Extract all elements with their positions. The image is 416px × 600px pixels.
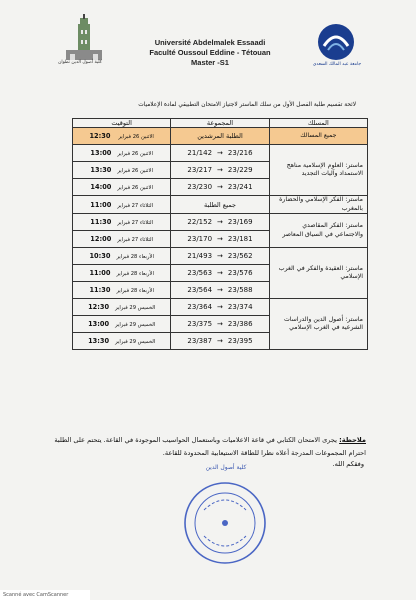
table-body	[73, 128, 368, 350]
hour-text: 11:30	[90, 218, 112, 226]
arrow-icon: →	[217, 149, 223, 157]
day-text: الاثنين 26 فبراير	[117, 185, 153, 191]
hour-text: 13:00	[88, 320, 110, 328]
day-text: الثلاثاء 27 فبراير	[117, 237, 154, 243]
faculty-name: Faculté Oussoul Eddine - Tétouan	[149, 48, 271, 57]
group-cell	[171, 282, 269, 299]
group-cell	[171, 179, 269, 196]
note-paragraph	[48, 434, 366, 460]
hour-text: 12:30	[89, 132, 111, 140]
range-start: 21/493	[187, 252, 213, 260]
hour-text: 12:00	[90, 235, 112, 243]
day-text: الأربعاء 28 فبراير	[116, 288, 154, 294]
arrow-icon: →	[217, 252, 223, 260]
hour-text: 13:30	[90, 166, 112, 174]
day-text: الثلاثاء 27 فبراير	[117, 220, 154, 226]
table-row-mentors	[73, 128, 368, 145]
day-text: الأربعاء 28 فبراير	[116, 254, 154, 260]
group-cell	[171, 299, 269, 316]
table-row	[73, 299, 368, 316]
arrow-icon: →	[217, 183, 223, 191]
range-start: 23/564	[187, 286, 213, 294]
group-cell	[171, 162, 269, 179]
day-text: الأربعاء 28 فبراير	[116, 271, 154, 277]
range-end: 23/229	[227, 166, 253, 174]
stamp-title: كلية أصول الدين	[205, 464, 247, 471]
master-cell: جميع المسالك	[269, 128, 367, 145]
master-cell: ماستر: الفكر المقاصدي والاجتماعي في السياق المعاصر	[269, 214, 367, 248]
arrow-icon: →	[217, 166, 223, 174]
right-logo-caption: جامعة عبد المالك السعدي	[312, 62, 362, 67]
group-cell	[171, 248, 269, 265]
arrow-icon: →	[217, 337, 223, 345]
day-text: الاثنين 26 فبراير	[117, 151, 153, 157]
time-cell	[73, 128, 171, 145]
range-start: 22/152	[187, 218, 213, 226]
table-caption: لائحة تقسيم طلبة الفصل الأول من سلك الماستر لاجتياز الامتحان التطبيقي لمادة الإعلاميات	[138, 102, 356, 108]
time-cell	[73, 214, 171, 231]
time-cell	[73, 179, 171, 196]
arrow-icon: →	[217, 269, 223, 277]
group-cell	[171, 316, 269, 333]
master-cell: ماستر: العلوم الإسلامية مناهج الاستمداد وآليات التجديد	[269, 145, 367, 196]
range-start: 23/375	[187, 320, 213, 328]
time-cell	[73, 248, 171, 265]
range-start: 23/364	[187, 303, 213, 311]
time-cell	[73, 196, 171, 214]
master-cell: ماستر: أصول الدين والدراسات الشرعية في الغرب الإسلامي	[269, 299, 367, 350]
day-text: الخميس 29 فبراير	[115, 305, 156, 311]
left-logo-caption: كلية أصول الدين تطوان	[58, 60, 102, 65]
faculty-minaret-logo	[60, 14, 108, 66]
hour-text: 10:30	[89, 252, 111, 260]
range-end: 23/562	[227, 252, 253, 260]
time-cell	[73, 265, 171, 282]
hour-text: 13:00	[90, 149, 112, 157]
header-master: المسلك	[269, 119, 367, 128]
arrow-icon: →	[217, 286, 223, 294]
arrow-icon: →	[217, 218, 223, 226]
range-end: 23/576	[227, 269, 253, 277]
hour-text: 11:30	[89, 286, 111, 294]
note-label: ملاحظة:	[339, 436, 366, 444]
range-start: 23/170	[187, 235, 213, 243]
day-text: الثلاثاء 27 فبراير	[117, 202, 154, 209]
closing-text: وفقكم الله.	[332, 460, 364, 468]
hour-text: 11:00	[89, 269, 111, 277]
range-end: 23/386	[227, 320, 253, 328]
group-cell: الطلبة المرشدين	[171, 128, 269, 145]
group-cell	[171, 214, 269, 231]
range-end: 23/395	[227, 337, 253, 345]
range-end: 23/588	[227, 286, 253, 294]
university-logo	[316, 22, 356, 62]
hour-text: 12:30	[88, 303, 110, 311]
range-end: 23/169	[227, 218, 253, 226]
day-text: الخميس 29 فبراير	[115, 339, 156, 345]
range-start: 23/230	[187, 183, 213, 191]
table-row	[73, 214, 368, 231]
header-group: المجموعة	[171, 119, 269, 128]
master-cell: ماستر: العقيدة والفكر في الغرب الإسلامي	[269, 248, 367, 299]
range-end: 23/181	[227, 235, 253, 243]
scanner-watermark: Scanné avec CamScanner	[0, 590, 90, 600]
master-cell: ماستر: الفكر الإسلامي والحضارة بالمغرب	[269, 196, 367, 214]
range-start: 23/563	[187, 269, 213, 277]
hour-text: 11:00	[90, 200, 112, 209]
group-cell	[171, 333, 269, 350]
range-end: 23/216	[227, 149, 253, 157]
table-header-row	[73, 119, 368, 128]
university-name: Université Abdelmalek Essaadi	[154, 38, 266, 47]
header-time: التوقيت	[73, 119, 171, 128]
range-start: 23/387	[187, 337, 213, 345]
time-cell	[73, 299, 171, 316]
day-text: الاثنين 26 فبراير	[117, 168, 153, 174]
range-start: 21/142	[187, 149, 213, 157]
day-text: الخميس 29 فبراير	[115, 322, 156, 328]
time-cell	[73, 282, 171, 299]
time-cell	[73, 162, 171, 179]
hour-text: 14:00	[90, 183, 112, 191]
schedule-table	[72, 118, 368, 350]
note-text: يجرى الامتحان الكتابي في قاعة الاعلاميات وباستعمال الحواسيب الموجودة في القاعة. يتحتم على الطلبة احترام المجموعات المدرجة أعلاه نظرا للطاقة الاستيعابية المحدودة للقاعة.	[54, 436, 366, 457]
arrow-icon: →	[217, 320, 223, 328]
faculty-stamp-seal	[182, 480, 268, 566]
table-row	[73, 196, 368, 214]
time-cell	[73, 333, 171, 350]
range-start: 23/217	[187, 166, 213, 174]
table-row	[73, 248, 368, 265]
table-row	[73, 145, 368, 162]
time-cell	[73, 316, 171, 333]
arrow-icon: →	[217, 235, 223, 243]
range-end: 23/241	[227, 183, 253, 191]
group-cell	[171, 231, 269, 248]
group-cell	[171, 265, 269, 282]
day-text: الاثنين 26 فبراير	[118, 134, 154, 140]
time-cell	[73, 231, 171, 248]
group-cell: جميع الطلبة	[171, 196, 269, 214]
level-label: Master -S1	[191, 58, 229, 67]
arrow-icon: →	[217, 303, 223, 311]
group-cell	[171, 145, 269, 162]
range-end: 23/374	[227, 303, 253, 311]
time-cell	[73, 145, 171, 162]
hour-text: 13:30	[88, 337, 110, 345]
